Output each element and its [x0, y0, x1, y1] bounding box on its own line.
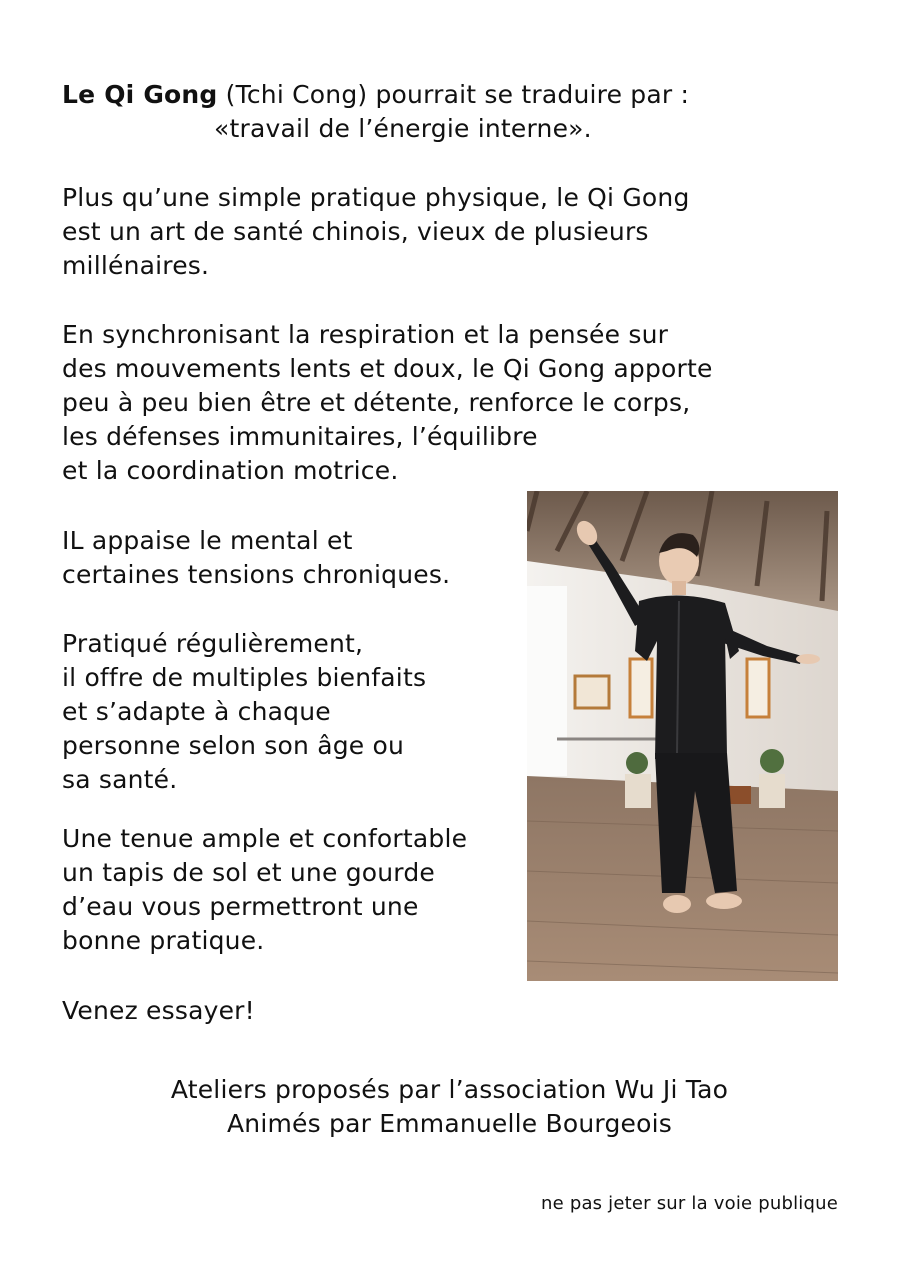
p3-line-2: certaines tensions chroniques.: [62, 560, 451, 589]
p2-line-5: et la coordination motrice.: [62, 456, 399, 485]
credits-instructor: Animés par Emmanuelle Bourgeois: [227, 1109, 672, 1138]
qigong-practitioner-photo: [527, 491, 838, 981]
p5-line-3: d’eau vous permettront une: [62, 892, 419, 921]
p1-line-3: millénaires.: [62, 251, 210, 280]
photo-window: [527, 586, 567, 776]
p2-line-2: des mouvements lents et doux, le Qi Gong apporte: [62, 354, 713, 383]
p1-line-1: Plus qu’une simple pratique physique, le Qi Gong: [62, 183, 690, 212]
photo-frame-left: [575, 676, 609, 708]
photo-scroll-2: [747, 659, 769, 717]
p2-line-4: les défenses immunitaires, l’équilibre: [62, 422, 538, 451]
footer-note: ne pas jeter sur la voie publique: [541, 1193, 838, 1214]
p4-line-3: et s’adapte à chaque: [62, 697, 331, 726]
credits-association: Ateliers proposés par l’association Wu Ji Tao: [170, 1075, 729, 1104]
p2-line-1: En synchronisant la respiration et la pensée sur: [62, 320, 669, 349]
p5-line-2: un tapis de sol et une gourde: [62, 858, 435, 887]
intro-translation: «travail de l’énergie interne».: [214, 114, 592, 143]
p3-line-1: IL appaise le mental et: [62, 526, 353, 555]
p4-line-1: Pratiqué régulièrement,: [62, 629, 364, 658]
intro-title-rest: (Tchi Cong) pourrait se traduire par :: [217, 80, 690, 109]
p2-line-3: peu à peu bien être et détente, renforce le corps,: [62, 388, 691, 417]
intro-title-line: [62, 78, 689, 112]
p4-line-5: sa santé.: [62, 765, 178, 794]
p5-line-1: Une tenue ample et confortable: [62, 824, 468, 853]
p4-line-2: il offre de multiples bienfaits: [62, 663, 427, 692]
intro-title-bold: Le Qi Gong: [62, 80, 218, 109]
call-to-action: Venez essayer!: [62, 996, 255, 1025]
photo-scroll-1: [630, 659, 652, 717]
p5-line-4: bonne pratique.: [62, 926, 265, 955]
p4-line-4: personne selon son âge ou: [62, 731, 405, 760]
p1-line-2: est un art de santé chinois, vieux de plusieurs: [62, 217, 649, 246]
